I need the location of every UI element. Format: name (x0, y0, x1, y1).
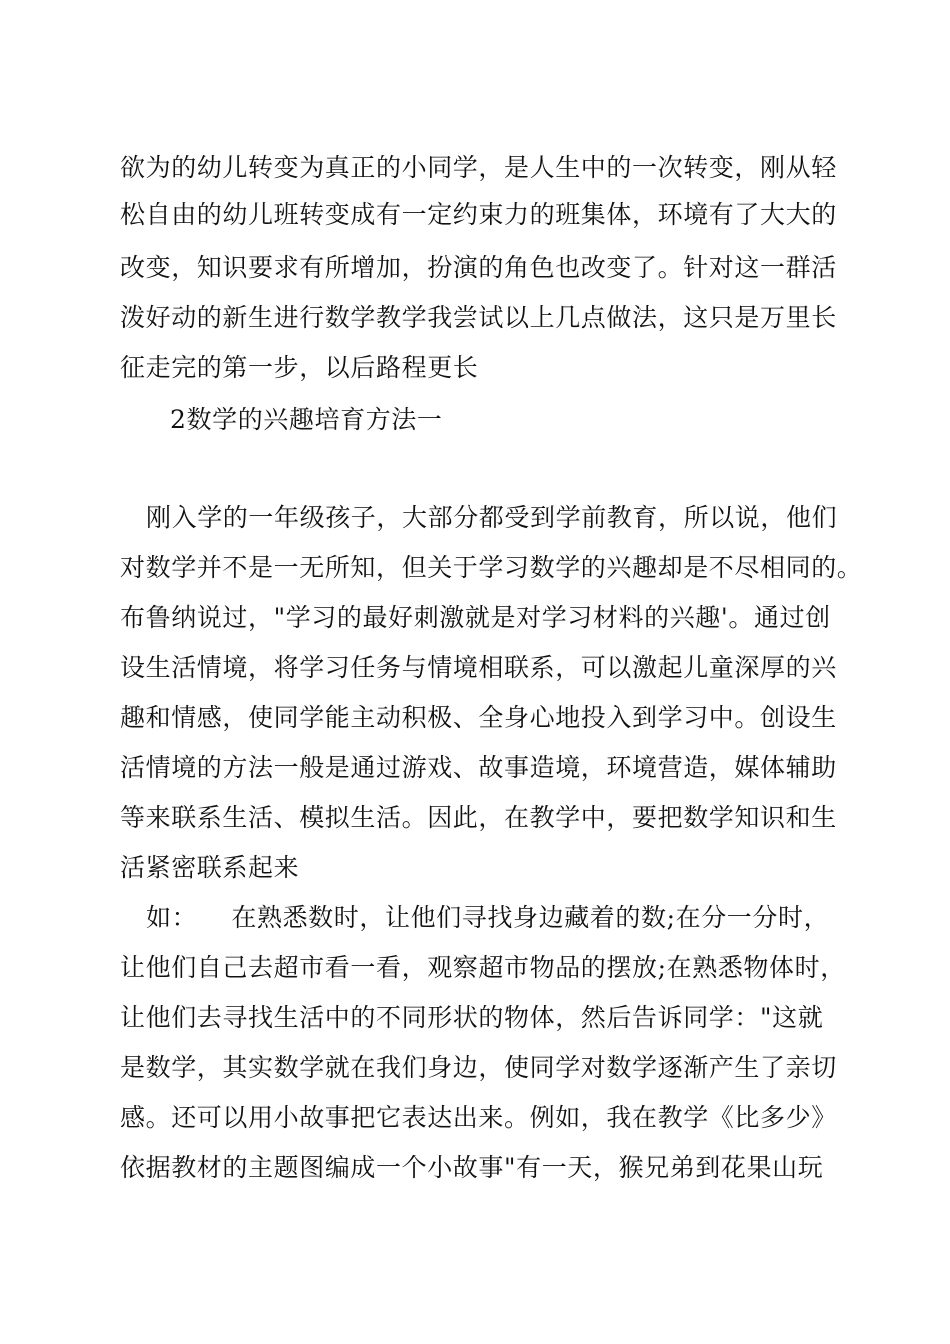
paragraph-line: 改变，知识要求有所增加，扮演的角色也改变了。针对这一群活 (120, 253, 837, 282)
paragraph-line: 让他们自己去超市看一看，观察超市物品的摆放;在熟悉物体时， (120, 953, 846, 982)
paragraph-line: 活紧密联系起来 (120, 853, 300, 882)
paragraph-line: 活情境的方法一般是通过游戏、故事造境，环境营造，媒体辅助 (120, 753, 837, 782)
paragraph-line: 松自由的幼儿班转变成有一定约束力的班集体，环境有了大大的 (120, 200, 837, 229)
section-heading: 2数学的兴趣培育方法一 (170, 405, 443, 434)
paragraph-line: 趣和情感，使同学能主动积极、全身心地投入到学习中。创设生 (120, 703, 837, 732)
paragraph-line: 征走完的第一步，以后路程更长 (120, 353, 479, 382)
paragraph-line: 设生活情境，将学习任务与情境相联系，可以激起儿童深厚的兴 (120, 653, 837, 682)
paragraph-line: 依据教材的主题图编成一个小故事"有一天，猴兄弟到花果山玩 (120, 1153, 824, 1182)
paragraph-line: 让他们去寻找生活中的不同形状的物体，然后告诉同学："这就 (120, 1003, 824, 1032)
paragraph-line: 等来联系生活、模拟生活。因此，在教学中，要把数学知识和生 (120, 803, 837, 832)
paragraph-line: 欲为的幼儿转变为真正的小同学，是人生中的一次转变，刚从轻 (120, 153, 837, 182)
paragraph-line: 是数学，其实数学就在我们身边，使同学对数学逐渐产生了亲切 (120, 1053, 837, 1082)
paragraph-line: 感。还可以用小故事把它表达出来。例如，我在教学《比多少》 (120, 1103, 837, 1132)
paragraph-line: 布鲁纳说过，"学习的最好刺激就是对学习材料的兴趣'。通过创 (120, 603, 831, 632)
paragraph-line: 泼好动的新生进行数学教学我尝试以上几点做法，这只是万里长 (120, 303, 837, 332)
paragraph-line: 对数学并不是一无所知，但关于学习数学的兴趣却是不尽相同的。 (120, 553, 863, 582)
paragraph-line: 刚入学的一年级孩子，大部分都受到学前教育，所以说，他们 (146, 503, 838, 532)
paragraph-line: 如： 在熟悉数时，让他们寻找身边藏着的数;在分一分时， (146, 903, 830, 932)
